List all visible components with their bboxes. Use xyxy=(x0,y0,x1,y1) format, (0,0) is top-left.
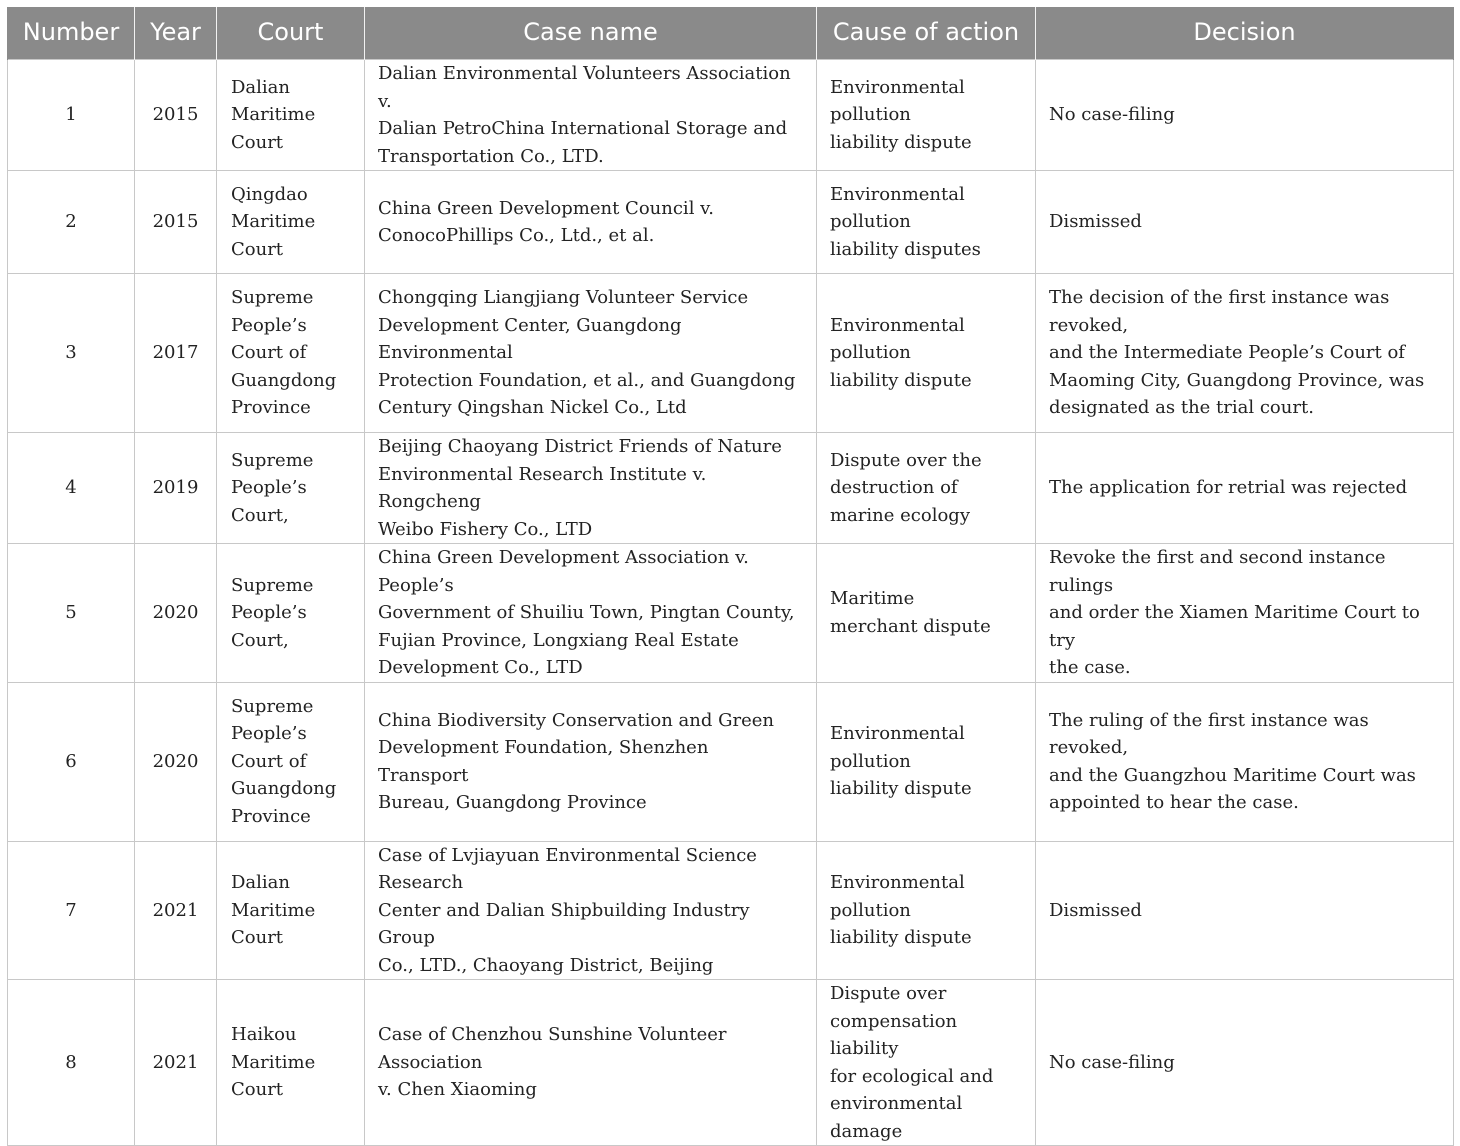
cell-decision: The application for retrial was rejected xyxy=(1036,433,1454,544)
cell-number: 6 xyxy=(8,682,135,841)
table-row xyxy=(8,980,1454,1146)
cell-decision: Revoke the first and second instance rulings and order the Xiamen Maritime Court to try the case. xyxy=(1036,544,1454,683)
cell-court: Supreme People’s Court of Guangdong Province xyxy=(217,682,365,841)
cell-decision: Dismissed xyxy=(1036,841,1454,980)
table-row xyxy=(8,544,1454,683)
cell-decision: Dismissed xyxy=(1036,171,1454,274)
cell-case-name: Case of Chenzhou Sunshine Volunteer Association v. Chen Xiaoming xyxy=(365,980,817,1146)
cell-cause-of-action: Environmental pollution liability disputes xyxy=(817,171,1036,274)
cell-case-name: Dalian Environmental Volunteers Association v. Dalian PetroChina International Storage and Transportation Co., LTD. xyxy=(365,60,817,171)
cell-court: Haikou Maritime Court xyxy=(217,980,365,1146)
cases-table xyxy=(7,7,1454,1146)
cell-cause-of-action: Environmental pollution liability dispute xyxy=(817,682,1036,841)
header-case-name: Case name xyxy=(365,7,817,60)
cell-number: 4 xyxy=(8,433,135,544)
cell-case-name: China Biodiversity Conservation and Green Development Foundation, Shenzhen Transport Bureau, Guangdong Province xyxy=(365,682,817,841)
table-row xyxy=(8,60,1454,171)
cell-decision: No case-filing xyxy=(1036,60,1454,171)
cell-court: Qingdao Maritime Court xyxy=(217,171,365,274)
table-row xyxy=(8,171,1454,274)
header-court: Court xyxy=(217,7,365,60)
cell-decision: The ruling of the first instance was revoked, and the Guangzhou Maritime Court was appointed to hear the case. xyxy=(1036,682,1454,841)
cell-court: Supreme People’s Court, xyxy=(217,433,365,544)
cell-decision: The decision of the first instance was revoked, and the Intermediate People’s Court of Maoming City, Guangdong Province, was designated as the trial court. xyxy=(1036,274,1454,433)
cell-decision: No case-filing xyxy=(1036,980,1454,1146)
cell-number: 2 xyxy=(8,171,135,274)
cell-number: 7 xyxy=(8,841,135,980)
cell-cause-of-action: Environmental pollution liability dispute xyxy=(817,841,1036,980)
header-year: Year xyxy=(135,7,217,60)
cell-year: 2021 xyxy=(135,841,217,980)
cell-number: 3 xyxy=(8,274,135,433)
cell-case-name: Case of Lvjiayuan Environmental Science Research Center and Dalian Shipbuilding Industry Group Co., LTD., Chaoyang District, Beijing xyxy=(365,841,817,980)
cell-cause-of-action: Environmental pollution liability dispute xyxy=(817,60,1036,171)
cell-year: 2015 xyxy=(135,60,217,171)
cell-year: 2017 xyxy=(135,274,217,433)
cell-year: 2019 xyxy=(135,433,217,544)
table-row xyxy=(8,682,1454,841)
cell-cause-of-action: Dispute over compensation liability for ecological and environmental damage xyxy=(817,980,1036,1146)
cell-case-name: China Green Development Association v. People’s Government of Shuiliu Town, Pingtan County, Fujian Province, Longxiang Real Estate Development Co., LTD xyxy=(365,544,817,683)
cell-number: 1 xyxy=(8,60,135,171)
cell-year: 2015 xyxy=(135,171,217,274)
cell-year: 2020 xyxy=(135,544,217,683)
cell-court: Dalian Maritime Court xyxy=(217,60,365,171)
table-row xyxy=(8,274,1454,433)
table-row xyxy=(8,841,1454,980)
header-number: Number xyxy=(8,7,135,60)
cell-court: Supreme People’s Court of Guangdong Province xyxy=(217,274,365,433)
cell-year: 2020 xyxy=(135,682,217,841)
cell-cause-of-action: Maritime merchant dispute xyxy=(817,544,1036,683)
header-row xyxy=(8,7,1454,60)
header-decision: Decision xyxy=(1036,7,1454,60)
cell-court: Dalian Maritime Court xyxy=(217,841,365,980)
header-cause-of-action: Cause of action xyxy=(817,7,1036,60)
cell-case-name: Beijing Chaoyang District Friends of Nature Environmental Research Institute v. Rongcheng Weibo Fishery Co., LTD xyxy=(365,433,817,544)
cell-court: Supreme People’s Court, xyxy=(217,544,365,683)
cell-cause-of-action: Dispute over the destruction of marine ecology xyxy=(817,433,1036,544)
cell-year: 2021 xyxy=(135,980,217,1146)
cell-cause-of-action: Environmental pollution liability dispute xyxy=(817,274,1036,433)
cell-case-name: Chongqing Liangjiang Volunteer Service Development Center, Guangdong Environmental Protection Foundation, et al., and Guangdong Century Qingshan Nickel Co., Ltd xyxy=(365,274,817,433)
cell-case-name: China Green Development Council v. ConocoPhillips Co., Ltd., et al. xyxy=(365,171,817,274)
cell-number: 8 xyxy=(8,980,135,1146)
cell-number: 5 xyxy=(8,544,135,683)
table-row xyxy=(8,433,1454,544)
